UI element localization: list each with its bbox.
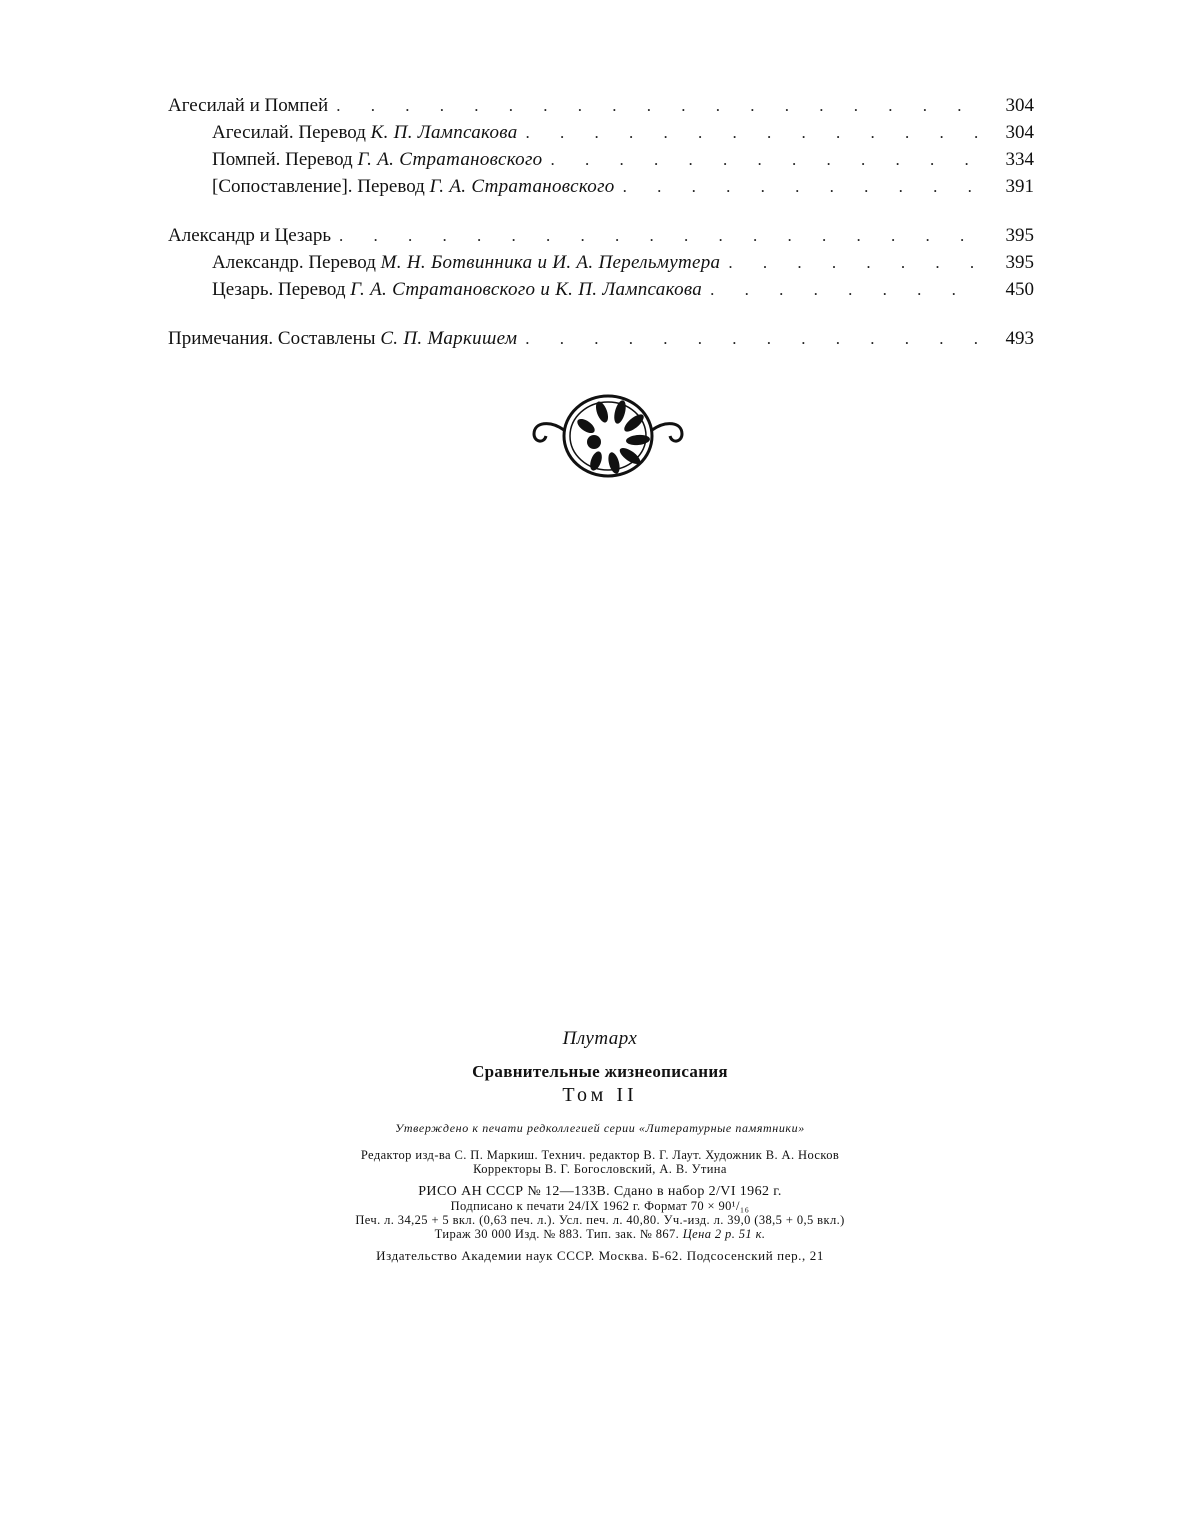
translator-name: Г. А. Стратановского xyxy=(429,176,615,197)
compiler-name: С. П. Маркишем xyxy=(380,328,518,349)
toc-entry-title: Александр и Цезарь xyxy=(168,225,331,246)
colophon-approval: Утверждено к печати редколлегией серии «Литературные памятники» xyxy=(395,1121,805,1135)
dot-leader xyxy=(710,276,986,303)
colophon xyxy=(200,1028,1000,1263)
translator-name: Г. А. Стратановского и К. П. Лампсакова xyxy=(350,279,703,300)
colophon-volume: Том II xyxy=(562,1084,638,1106)
toc-subentry[interactable] xyxy=(168,146,1034,173)
toc-subentry[interactable] xyxy=(168,119,1034,146)
toc-subentry-label: [Сопоставление]. Перевод xyxy=(212,176,430,197)
editors-line: Редактор изд-ва С. П. Маркиш. Технич. редактор В. Г. Лаут. Художник В. А. Носков xyxy=(360,1148,840,1162)
colophon-author: Плутарх xyxy=(562,1028,638,1049)
toc-page-number: 391 xyxy=(1005,176,1034,197)
colophon-title: Сравнительные жизнеописания xyxy=(472,1062,728,1081)
toc-entry-title: Агесилай и Помпей xyxy=(168,95,329,116)
palmette-ornament-icon xyxy=(528,390,688,482)
toc-entry[interactable] xyxy=(168,92,1034,119)
translator-name: К. П. Лампсакова xyxy=(370,122,518,143)
colophon-editors xyxy=(200,1148,1000,1176)
colophon-print-details xyxy=(200,1184,1000,1241)
toc-page-number: 304 xyxy=(1005,95,1034,116)
dot-leader xyxy=(623,173,986,200)
translator-name: Г. А. Стратановского xyxy=(357,149,543,170)
dot-leader xyxy=(336,92,986,119)
toc-subentry-label: Александр. Перевод xyxy=(212,252,381,273)
toc-subentry[interactable] xyxy=(168,249,1034,276)
toc-page-number: 304 xyxy=(1005,122,1034,143)
proofreaders-line: Корректоры В. Г. Богословский, А. В. Утина xyxy=(473,1162,727,1176)
toc-group-notes xyxy=(168,325,1034,352)
dot-leader xyxy=(728,249,986,276)
toc-entry-title: Примечания. Составлены xyxy=(168,328,381,349)
toc-subentry-label: Агесилай. Перевод xyxy=(212,122,371,143)
table-of-contents xyxy=(168,92,1034,374)
price-text: Цена 2 р. 51 к. xyxy=(682,1227,766,1241)
sheets-line: Печ. л. 34,25 + 5 вкл. (0,63 печ. л.). Усл. печ. л. 40,80. Уч.-изд. л. 39,0 (38,5 + 0,5 вкл.) xyxy=(355,1213,845,1227)
toc-subentry-label: Цезарь. Перевод xyxy=(212,279,351,300)
dot-leader xyxy=(551,146,987,173)
toc-subentry-label: Помпей. Перевод xyxy=(212,149,358,170)
toc-page-number: 450 xyxy=(1005,279,1034,300)
toc-group-alexander-caesar xyxy=(168,222,1034,303)
colophon-publisher: Издательство Академии наук СССР. Москва. Б-62. Подсосенский пер., 21 xyxy=(376,1248,824,1263)
toc-page-number: 395 xyxy=(1005,225,1034,246)
circulation-line xyxy=(200,1227,1000,1241)
dot-leader xyxy=(525,325,986,352)
toc-subentry[interactable] xyxy=(168,276,1034,303)
circulation-text: Тираж 30 000 Изд. № 883. Тип. зак. № 867. xyxy=(434,1227,680,1241)
toc-page-number: 493 xyxy=(1005,328,1034,349)
signed-line: Подписано к печати 24/IX 1962 г. Формат 70 × 90¹/₁₆ xyxy=(450,1199,750,1213)
toc-subentry[interactable] xyxy=(168,173,1034,200)
dot-leader xyxy=(526,119,986,146)
toc-entry-notes[interactable] xyxy=(168,325,1034,352)
dot-leader xyxy=(339,222,986,249)
translator-name: М. Н. Ботвинника и И. А. Перельмутера xyxy=(380,252,721,273)
toc-entry[interactable] xyxy=(168,222,1034,249)
toc-page-number: 395 xyxy=(1005,252,1034,273)
toc-page-number: 334 xyxy=(1005,149,1034,170)
toc-group-agesilaus-pompey xyxy=(168,92,1034,200)
riso-line: РИСО АН СССР № 12—133В. Сдано в набор 2/VI 1962 г. xyxy=(418,1184,782,1199)
